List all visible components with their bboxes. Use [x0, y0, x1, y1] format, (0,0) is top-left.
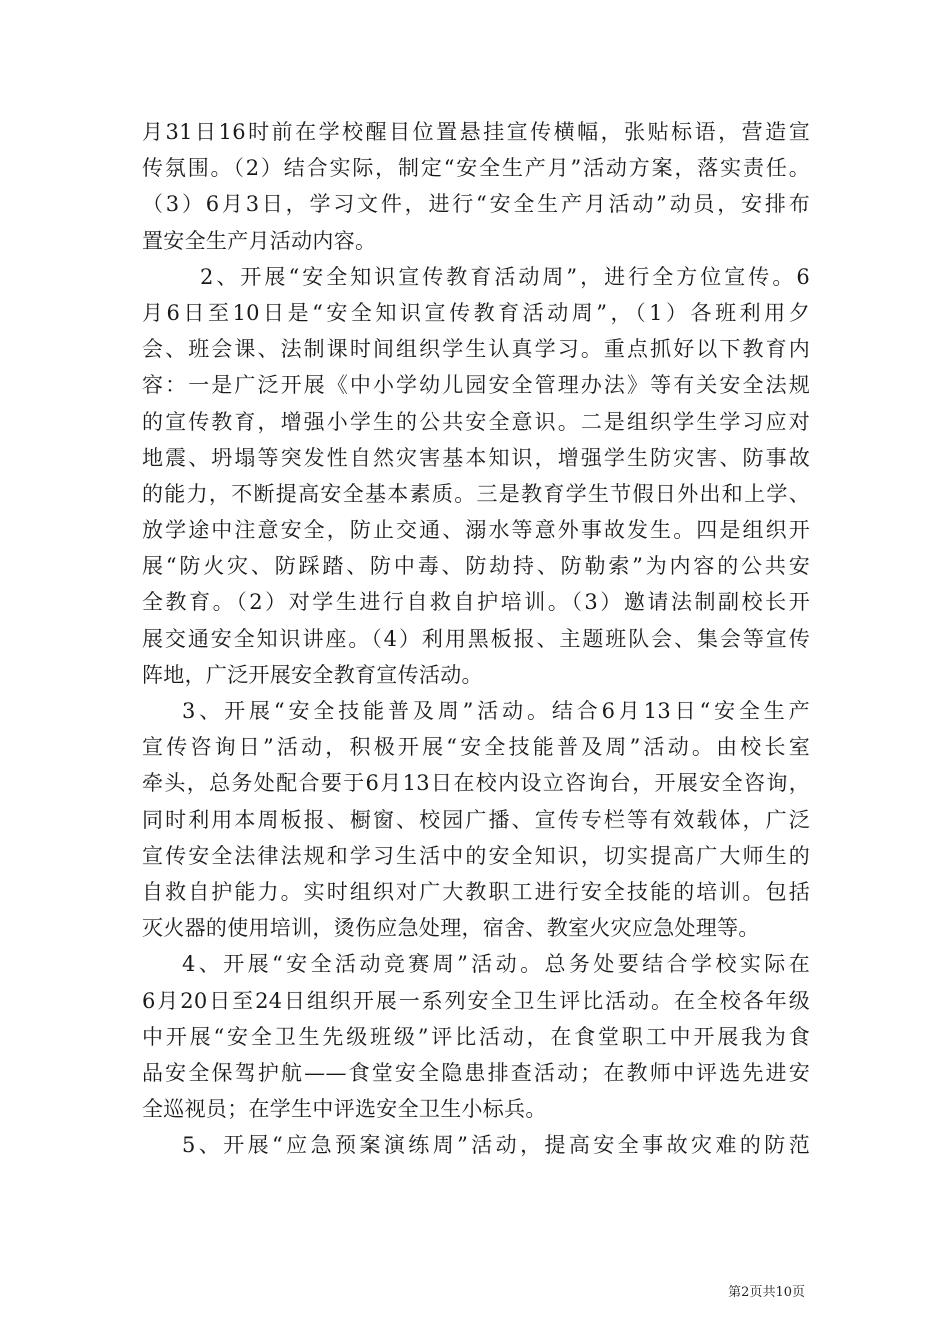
text-line: 地震、坍塌等突发性自然灾害基本知识，增强学生防灾害、防事故	[142, 445, 810, 470]
text-line: 6月20日至24日组织开展一系列安全卫生评比活动。在全校各年级	[142, 988, 810, 1013]
text-line: 宣传安全法律法规和学习生活中的安全知识，切实提高广大师生的	[142, 843, 810, 868]
paragraph-start-line: 5、开展“应急预案演练周”活动，提高安全事故灾难的防范	[182, 1133, 810, 1158]
text-line: 放学途中注意安全，防止交通、溺水等意外事故发生。四是组织开	[142, 518, 810, 543]
text-line: 的能力，不断提高安全基本素质。三是教育学生节假日外出和上学、	[142, 481, 810, 506]
text-line: 中开展“安全卫生先级班级”评比活动，在食堂职工中开展我为食	[142, 1024, 810, 1049]
text-line: 品安全保驾护航——食堂安全隐患排查活动；在教师中评选先进安	[142, 1060, 810, 1085]
text-line: 展“防火灾、防踩踏、防中毒、防劫持、防勒索”为内容的公共安	[142, 554, 810, 579]
text-line: 自救自护能力。实时组织对广大教职工进行安全技能的培训。包括	[142, 879, 810, 904]
text-line: 全教育。（2）对学生进行自救自护培训。（3）邀请法制副校长开	[142, 590, 810, 615]
text-line: 会、班会课、法制课时间组织学生认真学习。重点抓好以下教育内	[142, 337, 810, 362]
text-line: （3）6月3日，学习文件，进行“安全生产月活动”动员，安排布	[142, 192, 810, 217]
text-line: 灭火器的使用培训，烫伤应急处理，宿舍、教室火灾应急处理等。	[142, 916, 760, 941]
text-line: 月31日16时前在学校醒目位置悬挂宣传横幅，张贴标语，营造宣	[142, 120, 810, 144]
paragraph-start-line: 4、开展“安全活动竞赛周”活动。总务处要结合学校实际在	[182, 952, 810, 977]
paragraph-start-line: 3、开展“安全技能普及周”活动。结合6月13日“安全生产	[182, 699, 810, 723]
page-number-footer: 第2页共10页	[728, 1285, 805, 1300]
text-line: 牵头，总务处配合要于6月13日在校内设立咨询台，开展安全咨询，	[142, 771, 810, 796]
text-line: 同时利用本周板报、橱窗、校园广播、宣传专栏等有效载体，广泛	[142, 807, 810, 832]
document-body	[142, 114, 810, 1163]
text-line: 全巡视员；在学生中评选安全卫生小标兵。	[142, 1097, 547, 1122]
text-line: 月6日至10日是“安全知识宣传教育活动周”，（1）各班利用夕	[142, 300, 810, 325]
text-line: 置安全生产月活动内容。	[142, 228, 377, 253]
text-line: 容：一是广泛开展《中小学幼儿园安全管理办法》等有关安全法规	[142, 373, 810, 398]
text-line: 传氛围。（2）结合实际，制定“安全生产月”活动方案，落实责任。	[142, 156, 810, 181]
text-line: 展交通安全知识讲座。（4）利用黑板报、主题班队会、集会等宣传	[142, 626, 810, 651]
paragraph-start-line: 2、开展“安全知识宣传教育活动周”，进行全方位宣传。6	[200, 264, 810, 289]
text-line: 的宣传教育，增强小学生的公共安全意识。二是组织学生学习应对	[142, 409, 810, 434]
text-line: 阵地，广泛开展安全教育宣传活动。	[142, 662, 483, 687]
text-line: 宣传咨询日”活动，积极开展“安全技能普及周”活动。由校长室	[142, 735, 810, 760]
